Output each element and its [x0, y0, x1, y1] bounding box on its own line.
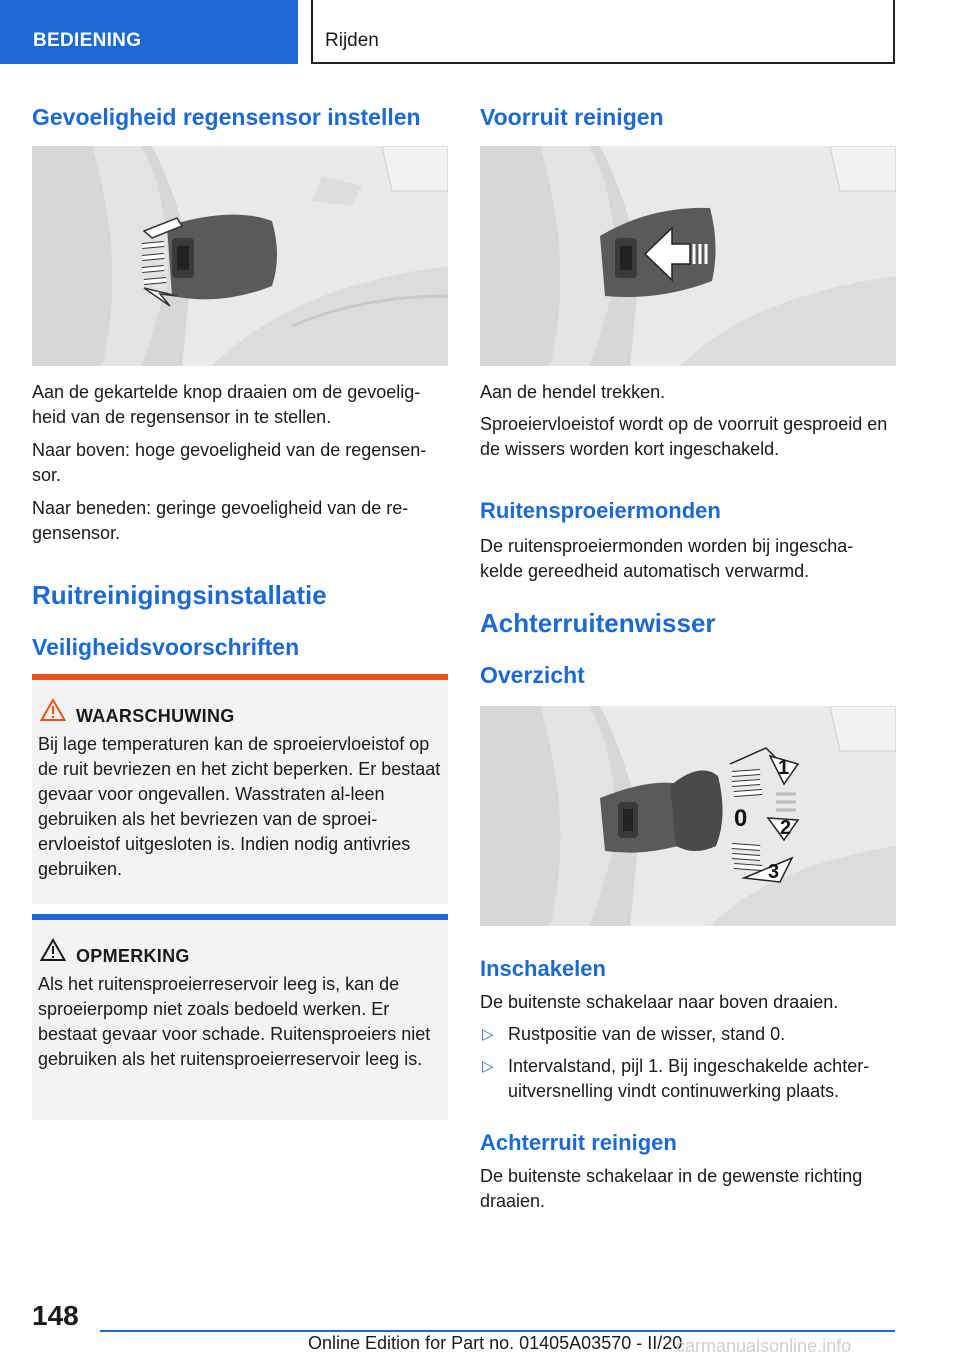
watermark-text: carmanualsonline.info: [676, 1336, 852, 1356]
heading-washer-system: Ruitreinigingsinstallatie: [32, 580, 327, 610]
section-tab-label: BEDIENING: [33, 30, 142, 51]
note-bar: [32, 914, 448, 920]
list-triangle-icon: ▷: [482, 1058, 494, 1075]
heading-rear-clean: Achterruit reinigen: [480, 1130, 677, 1155]
list-triangle-icon: ▷: [482, 1026, 494, 1043]
note-triangle-icon: [40, 938, 66, 967]
footer-rule: [100, 1330, 895, 1332]
figure-rear-wiper-switch: [480, 706, 896, 926]
figure-label-0: 0: [734, 805, 748, 832]
heading-switch-on: Inschakelen: [480, 956, 606, 981]
figure-label-1: 1: [778, 757, 790, 779]
warning-triangle-icon: [40, 698, 66, 727]
section-tab: [0, 0, 298, 64]
step-text: Intervalstand, pijl 1. Bij ingeschakelde achter-uitversnelling vindt continuwerking plaats.: [508, 1056, 870, 1101]
chapter-header: [311, 0, 895, 64]
para-nozzles: De ruitensproeiermonden worden bij ingescha-kelde gereedheid automatisch verwarmd.: [480, 536, 854, 581]
heading-sensitivity: Gevoeligheid regensensor instellen: [32, 104, 421, 130]
edition-text: Online Edition for Part no. 01405A03570 - II/20: [308, 1333, 683, 1353]
heading-overview: Overzicht: [480, 662, 585, 688]
para-clean-1: Aan de hendel trekken.: [480, 382, 666, 402]
list-item: [480, 1054, 896, 1104]
heading-safety: Veiligheidsvoorschriften: [32, 634, 300, 660]
para-sensitivity-2: Naar boven: hoge gevoeligheid van de regensen-sor.: [32, 440, 427, 485]
note-box: [32, 914, 448, 1120]
warning-title: WAARSCHUWING: [76, 706, 235, 726]
heading-rear-wiper: Achterruitenwisser: [480, 608, 716, 638]
figure-label-2: 2: [780, 817, 792, 839]
steps-list: [480, 1022, 896, 1111]
figure-washer-lever: [480, 146, 896, 366]
warning-bar: [32, 674, 448, 680]
para-switch-on: De buitenste schakelaar naar boven draaien.: [480, 992, 839, 1012]
para-sensitivity-3: Naar beneden: geringe gevoeligheid van de re-gensensor.: [32, 498, 409, 543]
figure-label-3: 3: [768, 861, 780, 883]
chapter-title: Rijden: [325, 30, 379, 51]
heading-nozzles: Ruitensproeiermonden: [480, 498, 721, 523]
list-item: [480, 1022, 896, 1047]
heading-clean-windshield: Voorruit reinigen: [480, 104, 664, 130]
note-title: OPMERKING: [76, 946, 190, 966]
para-rear-clean: De buitenste schakelaar in de gewenste richting draaien.: [480, 1166, 863, 1211]
figure-rain-sensor-knob: [32, 146, 448, 366]
para-sensitivity-1: Aan de gekartelde knop draaien om de gevoelig-heid van de regensensor in te stellen.: [32, 382, 421, 427]
para-clean-2: Sproeiervloeistof wordt op de voorruit gesproeid en de wissers worden kort ingeschakeld.: [480, 414, 888, 459]
page-number: 148: [32, 1300, 79, 1331]
warning-text: Bij lage temperaturen kan de sproeiervloeistof op de ruit bevriezen en het zicht beperken. Er bestaat gevaar voor ongevallen. Wasstraten al-leen gebruiken als het bevriezen van de sproei-ervloeistof uitgesloten is. Indien nodig antivries gebruiken.: [38, 734, 441, 879]
warning-box: [32, 674, 448, 904]
step-text: Rustpositie van de wisser, stand 0.: [508, 1024, 786, 1044]
note-text: Als het ruitensproeierreservoir leeg is, kan de sproeierpomp niet zoals bedoeld werken. Er bestaat gevaar voor schade. Ruitensproeiers niet gebruiken als het ruitensproeierreservoir leeg is.: [38, 974, 431, 1069]
